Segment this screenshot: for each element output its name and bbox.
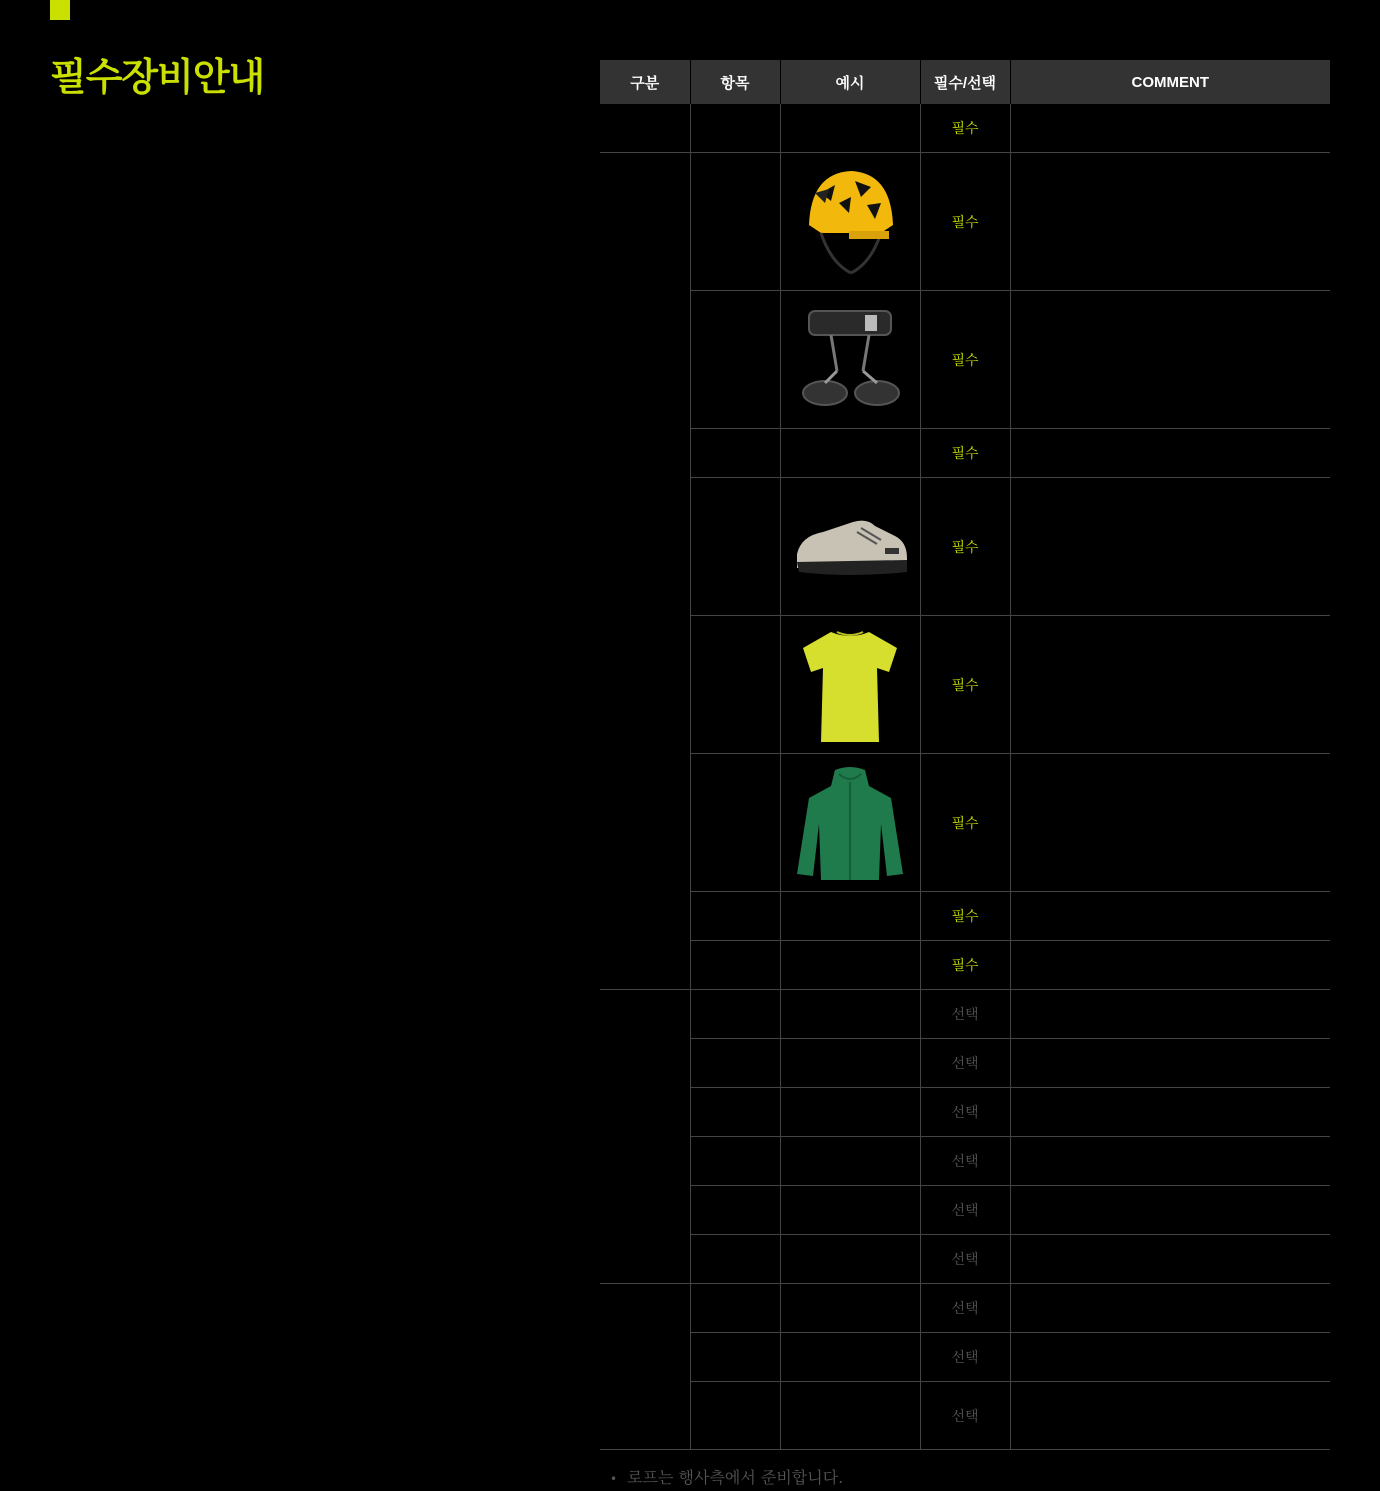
item-cell <box>690 892 780 941</box>
comment-cell <box>1010 1284 1330 1333</box>
header-required: 필수/선택 <box>920 60 1010 104</box>
item-cell <box>690 1235 780 1284</box>
item-cell <box>690 1137 780 1186</box>
table-row <box>600 104 1330 153</box>
table-row <box>600 1137 1330 1186</box>
item-cell <box>690 429 780 478</box>
optional-status: 선택 <box>920 1186 1010 1235</box>
item-cell <box>690 1382 780 1450</box>
comment-cell <box>1010 990 1330 1039</box>
jacket-image <box>791 764 909 882</box>
comment-cell <box>1010 1186 1330 1235</box>
example-cell <box>780 1137 920 1186</box>
comment-cell <box>1010 1235 1330 1284</box>
comment-cell <box>1010 1039 1330 1088</box>
item-cell <box>690 754 780 892</box>
item-cell <box>690 941 780 990</box>
category-cell <box>600 1284 690 1450</box>
optional-status: 선택 <box>920 1039 1010 1088</box>
table-row <box>600 941 1330 990</box>
item-cell <box>690 1088 780 1137</box>
example-cell <box>780 1333 920 1382</box>
page-title: 필수장비안내 <box>50 55 265 99</box>
header-comment: COMMENT <box>1010 60 1330 104</box>
comment-cell <box>1010 1382 1330 1450</box>
header-item: 항목 <box>690 60 780 104</box>
required-status: 필수 <box>920 941 1010 990</box>
example-cell <box>780 1186 920 1235</box>
example-cell <box>780 153 920 291</box>
header-category: 구분 <box>600 60 690 104</box>
optional-status: 선택 <box>920 1284 1010 1333</box>
required-status: 필수 <box>920 104 1010 153</box>
header-example: 예시 <box>780 60 920 104</box>
required-status: 필수 <box>920 429 1010 478</box>
example-cell <box>780 1284 920 1333</box>
category-cell <box>600 990 690 1284</box>
example-cell <box>780 754 920 892</box>
required-status: 필수 <box>920 291 1010 429</box>
table-header-row <box>600 60 1330 104</box>
table-row <box>600 892 1330 941</box>
category-cell <box>600 153 690 990</box>
table-row <box>600 1235 1330 1284</box>
table-row <box>600 153 1330 291</box>
example-cell <box>780 429 920 478</box>
footnote-text: 로프는 행사측에서 준비합니다. <box>627 1468 844 1487</box>
table-row <box>600 990 1330 1039</box>
harness-image <box>791 301 909 419</box>
example-cell <box>780 1088 920 1137</box>
required-status: 필수 <box>920 616 1010 754</box>
table-row <box>600 429 1330 478</box>
optional-status: 선택 <box>920 1382 1010 1450</box>
table-row <box>600 1382 1330 1450</box>
table-row <box>600 754 1330 892</box>
example-cell <box>780 892 920 941</box>
table-row <box>600 616 1330 754</box>
category-cell <box>600 104 690 153</box>
table-row <box>600 1088 1330 1137</box>
required-status: 필수 <box>920 892 1010 941</box>
table-row <box>600 478 1330 616</box>
item-cell <box>690 478 780 616</box>
comment-cell <box>1010 616 1330 754</box>
comment-cell <box>1010 429 1330 478</box>
table-row <box>600 1284 1330 1333</box>
example-cell <box>780 941 920 990</box>
bullet-icon: • <box>610 1472 618 1486</box>
example-cell <box>780 291 920 429</box>
required-status: 필수 <box>920 754 1010 892</box>
table-row <box>600 1186 1330 1235</box>
required-status: 필수 <box>920 478 1010 616</box>
item-cell <box>690 990 780 1039</box>
example-cell <box>780 990 920 1039</box>
comment-cell <box>1010 291 1330 429</box>
example-cell <box>780 1382 920 1450</box>
required-status: 필수 <box>920 153 1010 291</box>
comment-cell <box>1010 104 1330 153</box>
item-cell <box>690 1039 780 1088</box>
comment-cell <box>1010 478 1330 616</box>
comment-cell <box>1010 153 1330 291</box>
example-cell <box>780 1235 920 1284</box>
example-cell <box>780 478 920 616</box>
footnote <box>610 1466 843 1491</box>
comment-cell <box>1010 754 1330 892</box>
item-cell <box>690 1333 780 1382</box>
helmet-image <box>791 163 909 281</box>
gear-table <box>600 60 1330 1450</box>
example-cell <box>780 104 920 153</box>
tshirt-image <box>791 626 909 744</box>
comment-cell <box>1010 892 1330 941</box>
table-row <box>600 1333 1330 1382</box>
item-cell <box>690 291 780 429</box>
accent-bar <box>50 0 70 20</box>
optional-status: 선택 <box>920 1088 1010 1137</box>
optional-status: 선택 <box>920 1235 1010 1284</box>
item-cell <box>690 616 780 754</box>
item-cell <box>690 1186 780 1235</box>
comment-cell <box>1010 1333 1330 1382</box>
table-row <box>600 1039 1330 1088</box>
optional-status: 선택 <box>920 1333 1010 1382</box>
comment-cell <box>1010 1137 1330 1186</box>
comment-cell <box>1010 941 1330 990</box>
comment-cell <box>1010 1088 1330 1137</box>
item-cell <box>690 153 780 291</box>
optional-status: 선택 <box>920 990 1010 1039</box>
approach-shoe-image <box>791 488 909 606</box>
table-row <box>600 291 1330 429</box>
item-cell <box>690 104 780 153</box>
example-cell <box>780 1039 920 1088</box>
item-cell <box>690 1284 780 1333</box>
optional-status: 선택 <box>920 1137 1010 1186</box>
example-cell <box>780 616 920 754</box>
